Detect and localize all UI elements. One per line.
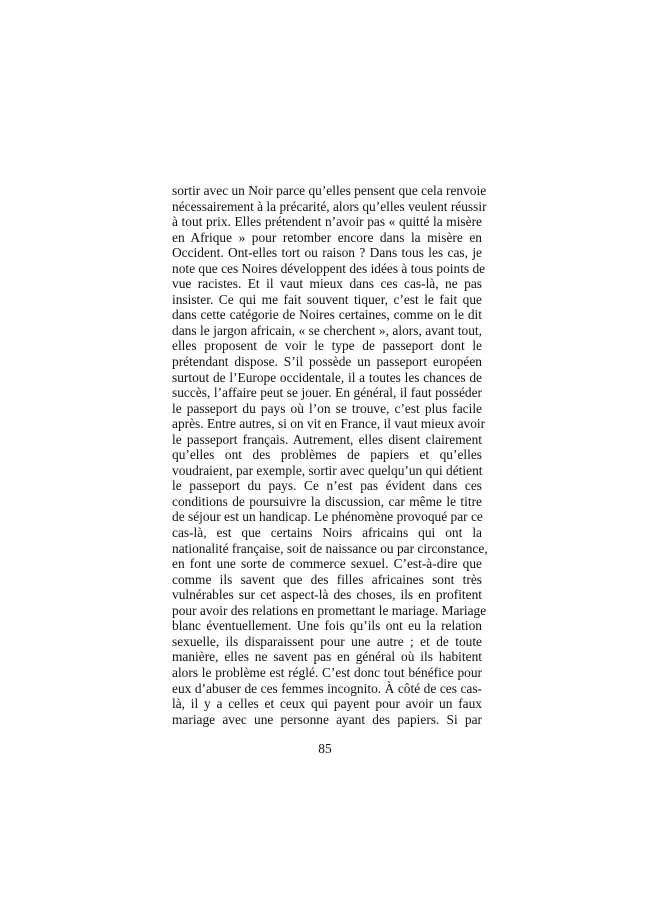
text-line: en font une sorte de commerce sexuel. C’est-à-dire que: [172, 556, 482, 572]
text-line: note que ces Noires développent des idées à tous points de: [172, 260, 486, 276]
text-line: nécessairement à la précarité, alors qu’elles veulent réussir: [172, 198, 487, 214]
text-line: sortir avec un Noir parce qu’elles pensent que cela renvoie: [172, 183, 487, 198]
text-line: Occident. Ont-elles tort ou raison ? Dans tous les cas, je: [172, 245, 482, 261]
text-line: surtout de l’Europe occidentale, il a toutes les chances de: [172, 369, 482, 385]
text-line: blanc éventuellement. Une fois qu’ils ont eu la relation: [172, 618, 482, 634]
body-text: [172, 183, 488, 727]
text-line: manière, elles ne savent pas en général où ils habitent: [172, 649, 482, 665]
text-line: là, il y a celles et ceux qui payent pour avoir un faux: [172, 696, 482, 712]
text-line: nationalité française, soit de naissance ou par circonstance,: [172, 540, 488, 556]
text-line: pour avoir des relations en promettant le mariage. Mariage: [172, 602, 487, 618]
text-line: insister. Ce qui me fait souvent tiquer, c’est le fait que: [172, 291, 482, 307]
text-line: en Afrique » pour retomber encore dans la misère en: [172, 229, 482, 245]
text-line: conditions de poursuivre la discussion, car même le titre: [172, 493, 482, 509]
text-line: sexuelle, ils disparaissent pour une autre ; et de toute: [172, 633, 482, 649]
text-line: le passeport du pays où l’on se trouve, c’est plus facile: [172, 400, 482, 416]
text-line: voudraient, par exemple, sortir avec quelqu’un qui détient: [172, 462, 483, 478]
text-line: qu’elles ont des problèmes de papiers et qu’elles: [172, 447, 482, 463]
text-line: dans le jargon africain, « se cherchent », alors, avant tout,: [172, 322, 482, 338]
text-line: eux d’abuser de ces femmes incognito. À côté de ces cas-: [172, 680, 482, 696]
text-line: vulnérables sur cet aspect-là des choses, ils en profitent: [172, 587, 482, 603]
text-line: cas-là, est que certains Noirs africains qui ont la: [172, 525, 482, 541]
text-line: comme ils savent que des filles africaines sont très: [172, 571, 482, 587]
text-line: de séjour est un handicap. Le phénomène provoqué par ce: [172, 509, 483, 525]
text-line: vue racistes. Et il vaut mieux dans ces cas-là, ne pas: [172, 276, 482, 292]
text-line: après. Entre autres, si on vit en France, il vaut mieux avoir: [172, 416, 486, 432]
text-line: le passeport français. Autrement, elles disent clairement: [172, 431, 482, 447]
text-line: à tout prix. Elles prétendent n’avoir pas « quitté la misère: [172, 214, 482, 230]
text-line: dans cette catégorie de Noires certaines, comme on le dit: [172, 307, 482, 323]
text-line: prétendant dispose. S’il possède un passeport européen: [172, 354, 482, 370]
page-number: 85: [318, 741, 332, 756]
text-line: succès, l’affaire peut se jouer. En général, il faut posséder: [172, 385, 482, 401]
text-line: mariage avec une personne ayant des papiers. Si par: [172, 711, 482, 727]
text-line: le passeport du pays. Ce n’est pas évident dans ces: [172, 478, 482, 494]
text-line: alors le problème est réglé. C’est donc tout bénéfice pour: [172, 664, 482, 680]
text-line: elles proposent de voir le type de passeport dont le: [172, 338, 482, 354]
